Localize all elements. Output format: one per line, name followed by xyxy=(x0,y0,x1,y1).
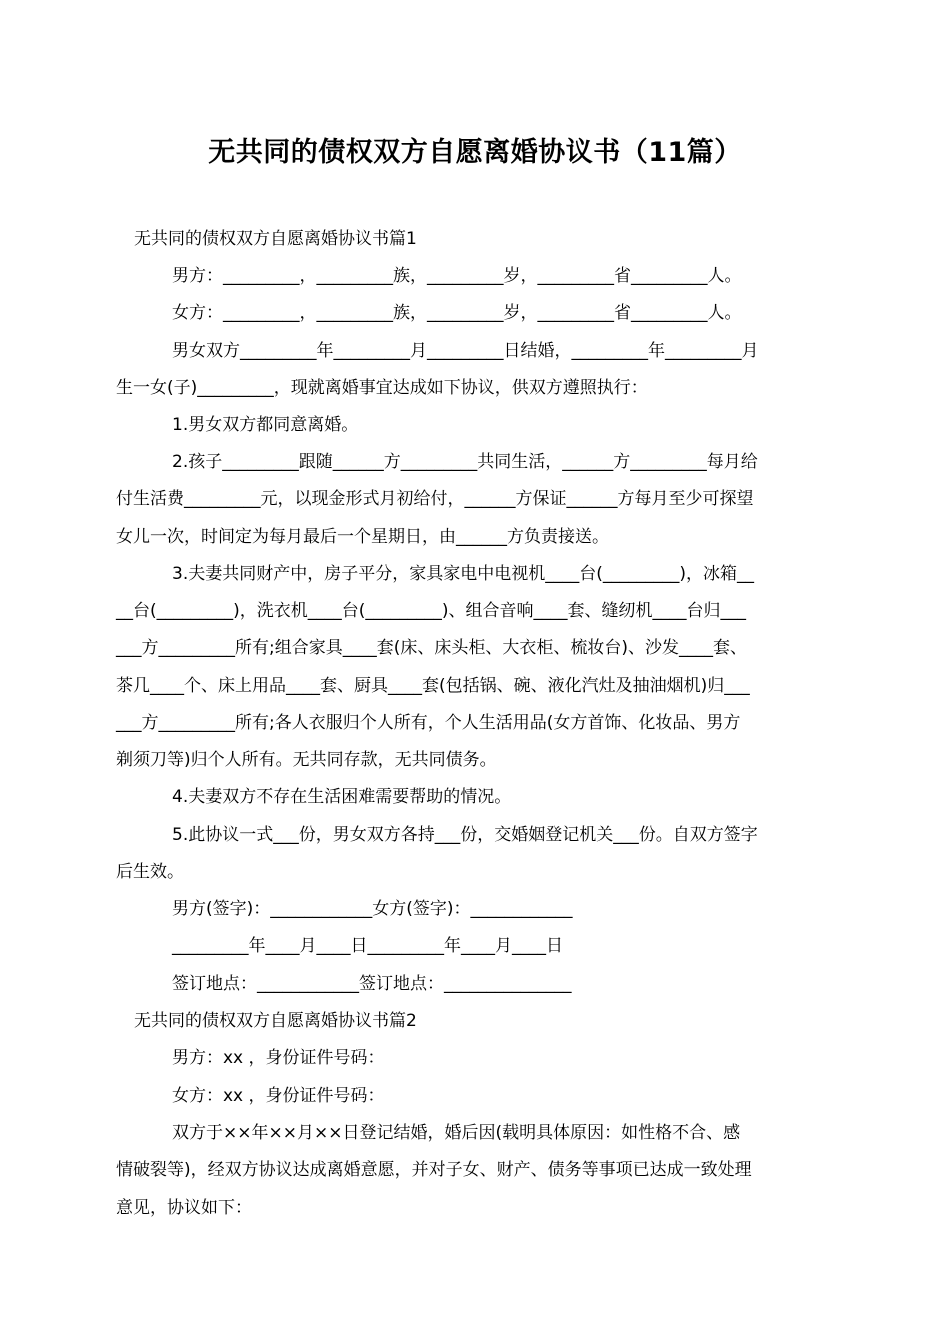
paragraph-line: 后生效。 xyxy=(116,862,184,882)
paragraph-line: 女方：xx ，身份证件号码： xyxy=(172,1086,385,1106)
paragraph-line: 付生活费_________元，以现金形式月初给付，______方保证______方每月至少可探望 xyxy=(116,489,754,509)
paragraph-line: 意见，协议如下： xyxy=(116,1198,252,1218)
paragraph-line: ___方_________所有;各人衣服归个人所有，个人生活用品(女方首饰、化妆品、男方 xyxy=(116,713,741,733)
paragraph-line: 2.孩子_________跟随______方_________共同生活，______方_________每月给 xyxy=(172,452,758,472)
paragraph-line: ___方_________所有;组合家具____套(床、床头柜、大衣柜、梳妆台)、沙发____套、 xyxy=(116,638,747,658)
paragraph-line: 情破裂等)，经双方协议达成离婚意愿，并对子女、财产、债务等事项已达成一致处理 xyxy=(116,1160,752,1180)
section-heading-1: 无共同的债权双方自愿离婚协议书篇1 xyxy=(134,229,417,249)
document-title: 无共同的债权双方自愿离婚协议书（11篇） xyxy=(208,137,742,168)
paragraph-line: 生一女(子)_________，现就离婚事宜达成如下协议，供双方遵照执行： xyxy=(116,378,648,398)
paragraph-line: 女方：_________，_________族，_________岁，_________省_________人。 xyxy=(172,303,742,323)
location-line: 签订地点：____________签订地点：_______________ xyxy=(172,974,572,994)
paragraph-line: 男女双方_________年_________月_________日结婚，_________年_________月 xyxy=(172,341,759,361)
paragraph-line: 男方：_________，_________族，_________岁，_________省_________人。 xyxy=(172,266,742,286)
signature-line: 男方(签字)：____________女方(签字)：____________ xyxy=(172,899,573,919)
paragraph-line: __台(_________)，洗衣机____台(_________)、组合音响____套、缝纫机____台归___ xyxy=(116,601,747,621)
paragraph-line: 茶几____个、床上用品____套、厨具____套(包括锅、碗、液化汽灶及抽油烟机)归___ xyxy=(116,676,750,696)
paragraph-line: 3.夫妻共同财产中，房子平分，家具家电中电视机____台(_________)，冰箱__ xyxy=(172,564,754,584)
paragraph-line: 男方：xx ，身份证件号码： xyxy=(172,1048,385,1068)
paragraph-line: 剃须刀等)归个人所有。无共同存款，无共同债务。 xyxy=(116,750,497,770)
paragraph-line: 4.夫妻双方不存在生活困难需要帮助的情况。 xyxy=(172,787,512,807)
paragraph-line: 双方于××年××月××日登记结婚，婚后因(载明具体原因：如性格不合、感 xyxy=(172,1123,741,1143)
paragraph-line: 女儿一次，时间定为每月最后一个星期日，由______方负责接送。 xyxy=(116,527,609,547)
date-line: _________年____月____日_________年____月____日 xyxy=(172,936,563,956)
section-heading-2: 无共同的债权双方自愿离婚协议书篇2 xyxy=(134,1011,417,1031)
paragraph-line: 1.男女双方都同意离婚。 xyxy=(172,415,359,435)
paragraph-line: 5.此协议一式___份，男女双方各持___份，交婚姻登记机关___份。自双方签字 xyxy=(172,825,758,845)
